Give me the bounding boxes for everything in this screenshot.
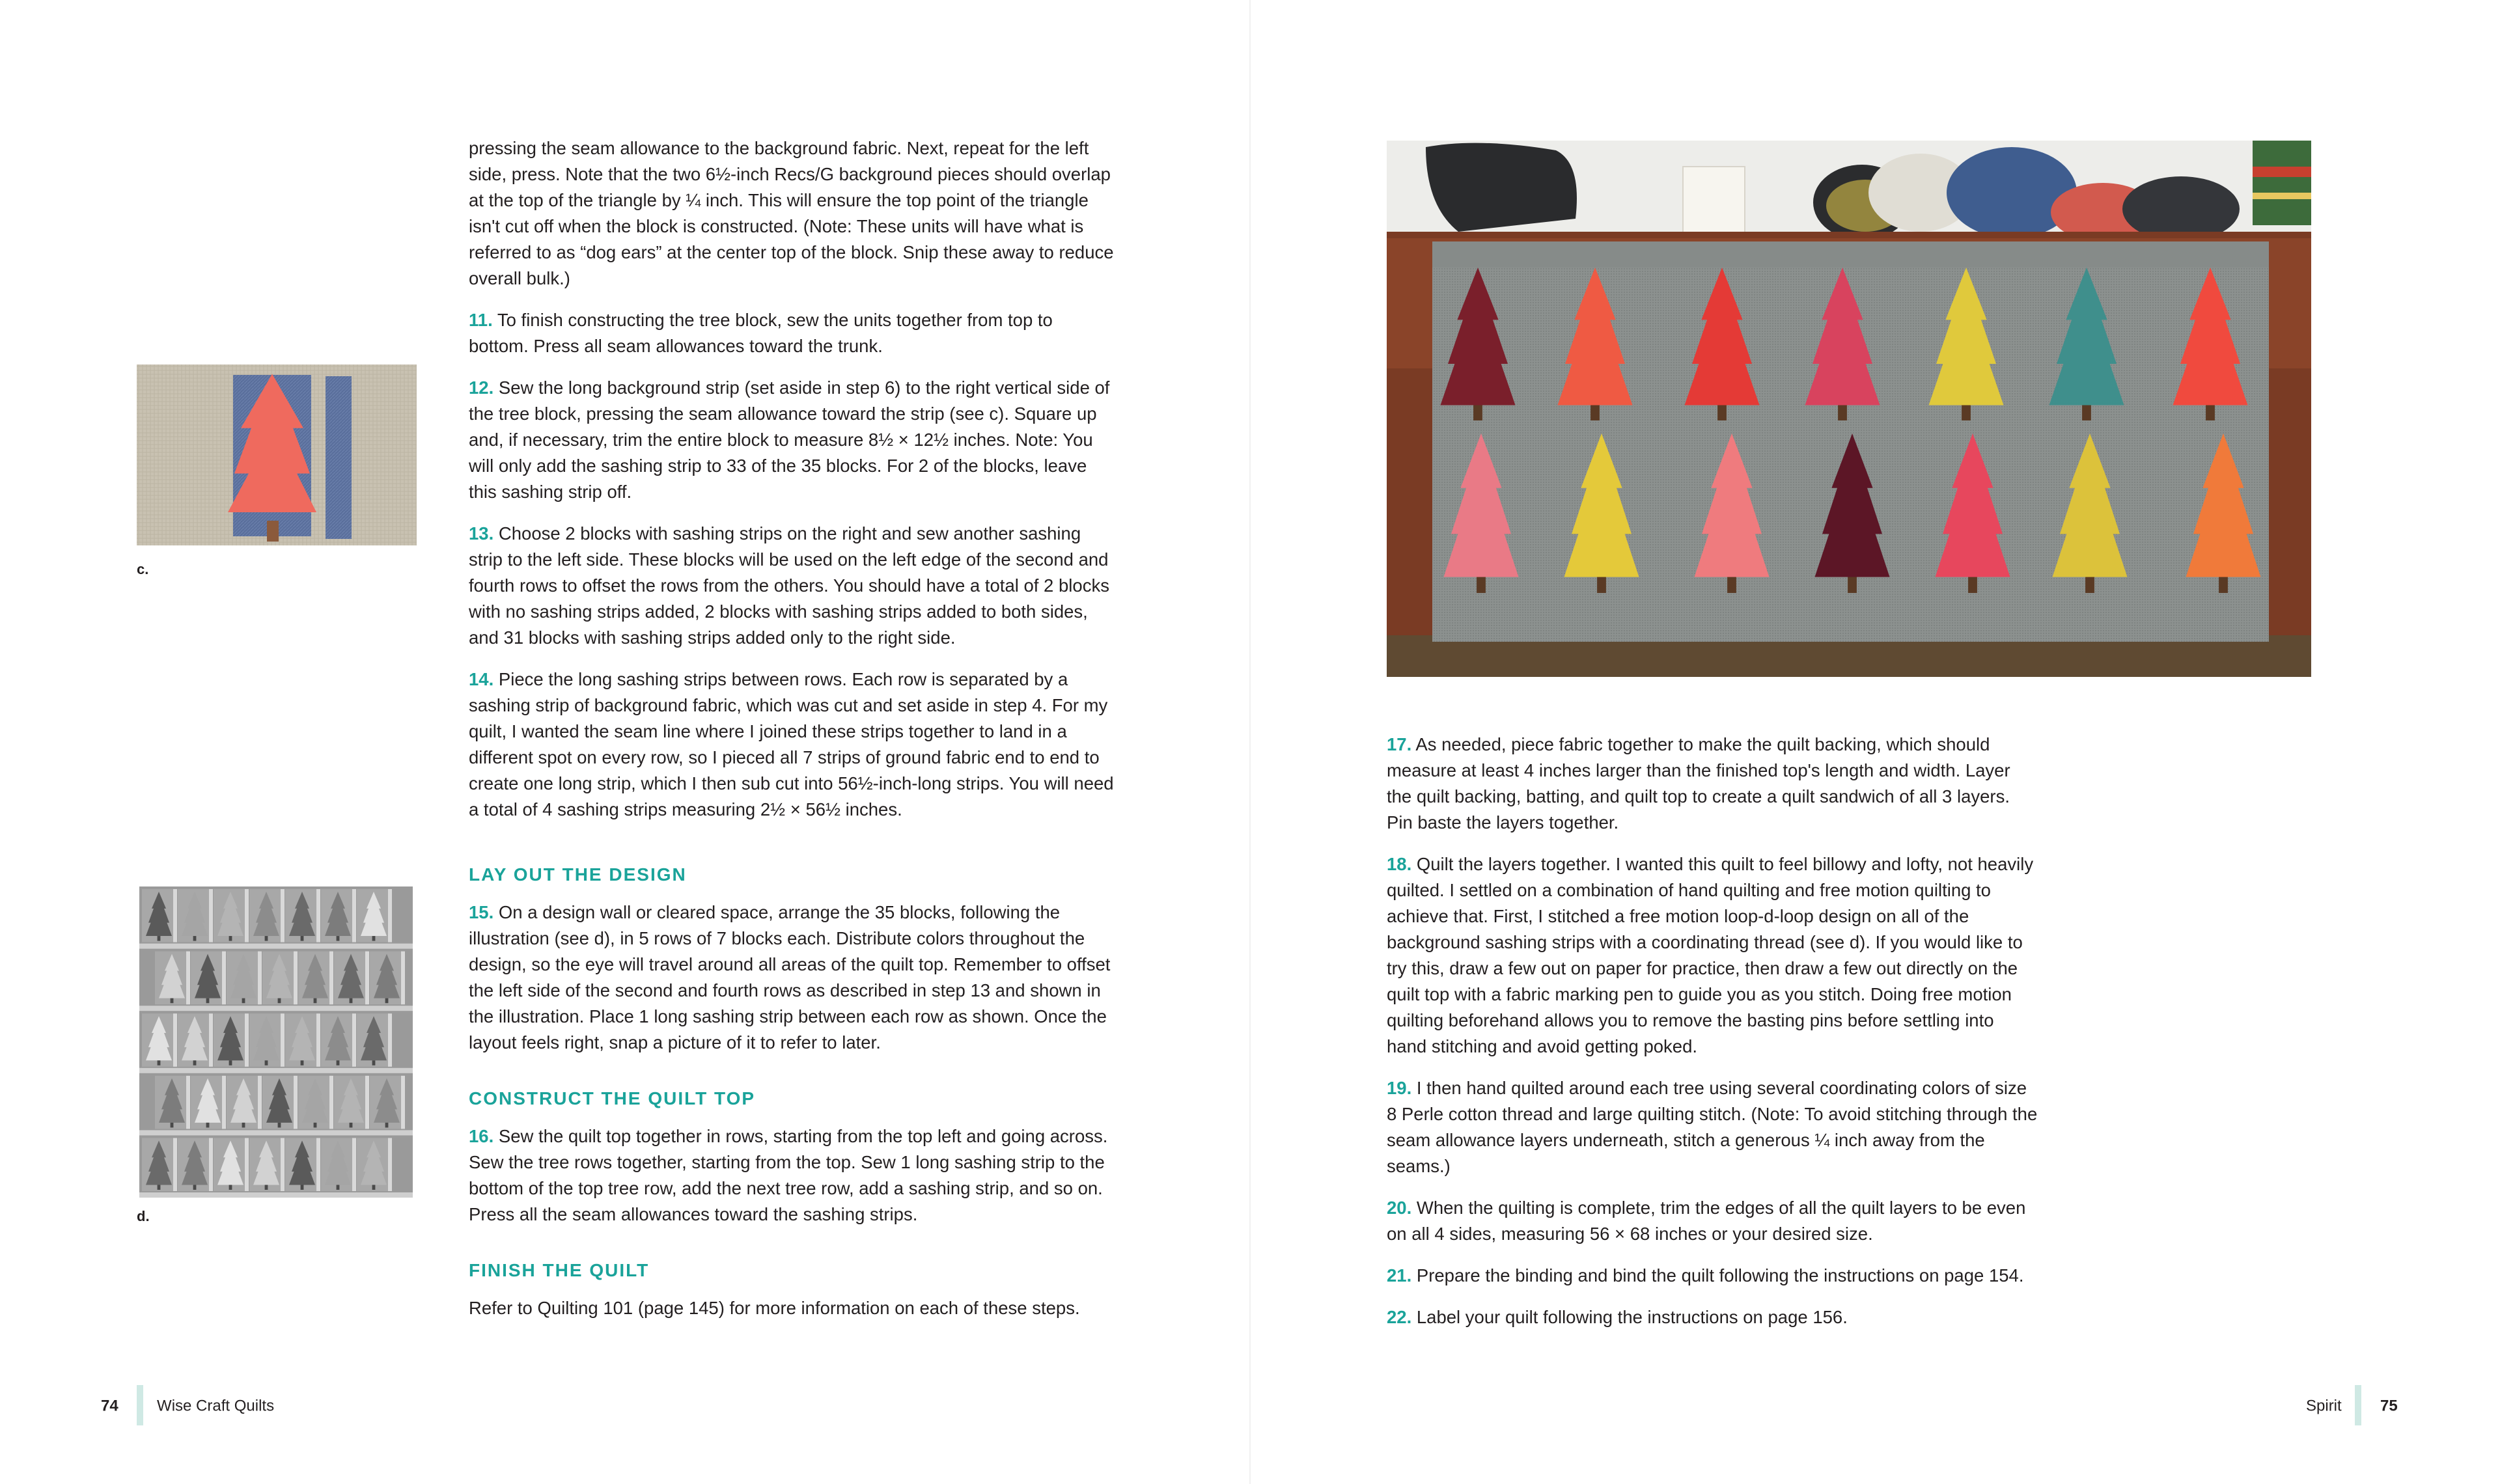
step-13-text: Choose 2 blocks with sashing strips on the right and sew another sashing strip to the left side. These blocks will be used on the left edge of the second and fourth rows to offset the rows from the others. You should have a total of 2 blocks with no sashing strips added, 2 blocks with sashing strips added to both sides, and 31 blocks with sashing strips added only to the right side.	[469, 523, 1109, 648]
step-17-number: 17.	[1387, 734, 1412, 754]
step-18-number: 18.	[1387, 854, 1412, 874]
step-12	[469, 375, 1115, 505]
step-13	[469, 521, 1115, 651]
figure-d-quilt-layout-illustration	[139, 886, 413, 1198]
step-20-text: When the quilting is complete, trim the edges of all the quilt layers to be even on all 4 sides, measuring 56 × 68 inches or your desired size.	[1387, 1198, 2026, 1244]
step-15	[469, 900, 1115, 1056]
intro-paragraph: pressing the seam allowance to the background fabric. Next, repeat for the left side, press. Note that the two 6½-inch Recs/G background pieces should overlap at the top of the triangle by ¼ inch. This will ensure the top point of the triangle isn't cut off when the block is constructed. (Note: These units will have what is referred to as “dog ears” at the center top of the block. Snip these away to reduce overall bulk.)	[469, 138, 1114, 288]
step-16-number: 16.	[469, 1126, 494, 1146]
left-page-footer	[101, 1386, 275, 1415]
heading-lay-out-the-design: LAY OUT THE DESIGN	[469, 864, 687, 885]
figure-c-caption: c.	[137, 561, 149, 577]
folio-bar	[137, 1385, 143, 1425]
step-11-text: To finish constructing the tree block, sew the units together from top to bottom. Press all seam allowances toward the trunk.	[469, 310, 1053, 356]
step-14-text: Piece the long sashing strips between rows. Each row is separated by a sashing strip of background fabric, which was cut and set aside in step 4. For my quilt, I wanted the seam line where I joined these strips together to land in a different spot on every row, so I pieced all 7 strips of ground fabric end to end to create one long strip, which I then sub cut into 56½-inch-long strips. You will need a total of 4 sashing strips measuring 2½ × 56½ inches.	[469, 669, 1114, 819]
step-12-text: Sew the long background strip (set aside in step 6) to the right vertical side of the tree block, pressing the seam allowance toward the strip (see c). Square up and, if necessary, trim the entire block to measure 8½ × 12½ inches. Note: You will only add the sashing strip to 33 of the 35 blocks. For 2 of the blocks, leave this sashing strip off.	[469, 378, 1110, 502]
step-15-text: On a design wall or cleared space, arrange the 35 blocks, following the illustration (see d), in 5 rows of 7 blocks each. Distribute colors throughout the design, so the eye will travel around all areas of the quilt top. Remember to offset the left side of the second and fourth rows as described in step 13 and shown in the illustration. Place 1 long sashing strip between each row as shown. Once the layout feels right, snap a picture of it to refer to later.	[469, 902, 1111, 1052]
heading-construct-the-quilt-top: CONSTRUCT THE QUILT TOP	[469, 1088, 756, 1108]
step-21-number: 21.	[1387, 1265, 1412, 1285]
right-text-column	[1387, 732, 2038, 1346]
left-running-title: Wise Craft Quilts	[157, 1397, 275, 1415]
step-20	[1387, 1195, 2038, 1247]
step-18	[1387, 851, 2038, 1060]
step-11	[469, 307, 1115, 359]
finish-paragraph: Refer to Quilting 101 (page 145) for more information on each of these steps.	[469, 1298, 1080, 1318]
left-text-column	[469, 135, 1115, 1337]
step-15-number: 15.	[469, 902, 494, 922]
step-16-text: Sew the quilt top together in rows, starting from the top left and going across. Sew the tree rows together, starting from the top. Sew 1 long sashing strip to the bottom of the top tree row, add the next tree row, add a sashing strip, and so on. Press all the seam allowances toward the sashing strips.	[469, 1126, 1108, 1224]
step-16	[469, 1123, 1115, 1228]
right-page	[1250, 0, 2500, 1484]
step-14-number: 14.	[469, 669, 494, 689]
left-page-number: 74	[101, 1397, 118, 1415]
right-page-number: 75	[2380, 1397, 2398, 1415]
heading-finish-the-quilt: FINISH THE QUILT	[469, 1260, 650, 1280]
step-21-text: Prepare the binding and bind the quilt following the instructions on page 154.	[1416, 1265, 2024, 1285]
step-20-number: 20.	[1387, 1198, 1412, 1218]
step-11-number: 11.	[469, 310, 493, 330]
step-13-number: 13.	[469, 523, 494, 543]
step-19-number: 19.	[1387, 1078, 1412, 1098]
step-22-text: Label your quilt following the instructions on page 156.	[1416, 1307, 1848, 1327]
step-22-number: 22.	[1387, 1307, 1412, 1327]
step-19	[1387, 1075, 2038, 1179]
figure-c-tree-block-photo	[137, 364, 417, 545]
step-17	[1387, 732, 2038, 836]
step-18-text: Quilt the layers together. I wanted this quilt to feel billowy and lofty, not heavily quilted. I settled on a combination of hand quilting and free motion quilting to achieve that. First, I stitched a free motion loop-d-loop design on all of the background sashing strips with a coordinating thread (see d). If you would like to try this, draw a few out on paper for practice, then draw a few out directly on the quilt top with a fabric marking pen to guide you as you stitch. Doing free motion quilting beforehand allows you to remove the basting pins before settling into hand stitching and avoid getting poked.	[1387, 854, 2034, 1056]
step-22	[1387, 1304, 2038, 1330]
folio-bar	[2355, 1385, 2361, 1425]
right-running-title: Spirit	[2306, 1397, 2342, 1415]
step-12-number: 12.	[469, 378, 494, 398]
quilt-photo	[1387, 141, 2311, 677]
step-17-text: As needed, piece fabric together to make the quilt backing, which should measure at least 4 inches larger than the finished top's length and width. Layer the quilt backing, batting, and quilt top to create a quilt sandwich of all 3 layers. Pin baste the layers together.	[1387, 734, 2010, 832]
right-page-footer	[2306, 1386, 2398, 1415]
step-14	[469, 666, 1115, 823]
step-21	[1387, 1263, 2038, 1289]
figure-d-caption: d.	[137, 1208, 150, 1224]
step-19-text: I then hand quilted around each tree using several coordinating colors of size 8 Perle cotton thread and large quilting stitch. (Note: To avoid stitching through the seam allowance layers underneath, stitch a generous ¼ inch away from the seams.)	[1387, 1078, 2038, 1176]
